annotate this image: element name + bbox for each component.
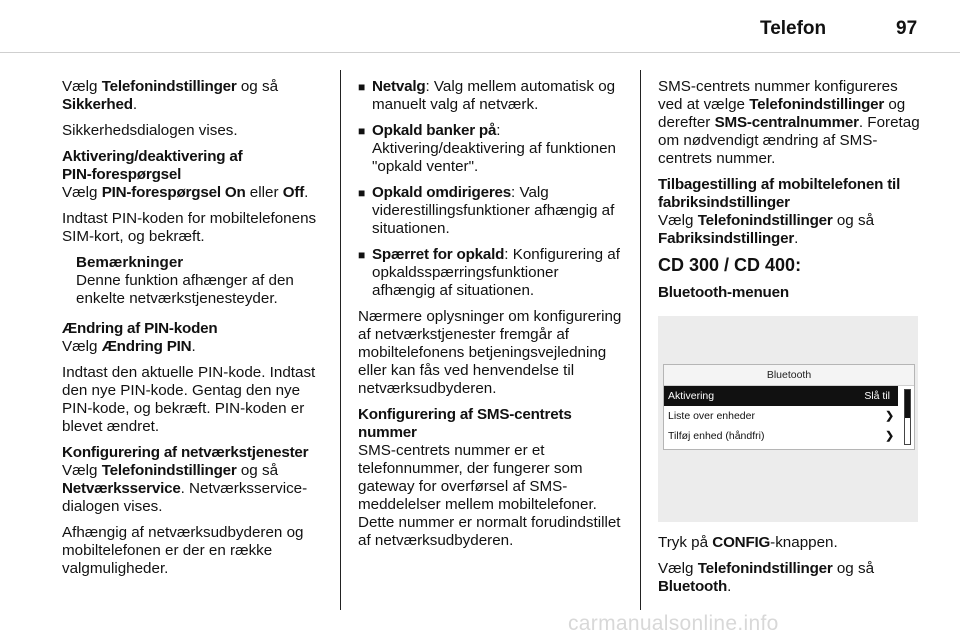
column-3	[658, 78, 920, 604]
subheading-text: Konfigurering af SMS-centrets nummer	[358, 406, 572, 441]
column-divider-2	[640, 70, 641, 610]
menu-term: Netvalg	[372, 78, 426, 95]
column-divider-1	[340, 70, 341, 610]
menu-term: Sikkerhed	[62, 96, 133, 113]
text: . Netværksservice-dialogen vises.	[62, 480, 308, 515]
text: Vælg	[658, 212, 698, 229]
menu-term: Opkald banker på	[372, 122, 497, 139]
text: .	[132, 96, 138, 113]
text: Vælg	[62, 184, 102, 201]
text: : Valg viderestillingsfunktioner afhængig af situationen.	[372, 184, 615, 237]
menu-term: Telefonindstillinger	[697, 560, 833, 577]
text: : Valg mellem automatisk og manuelt valg af netværk.	[372, 78, 616, 113]
menu-term: Off	[282, 184, 305, 201]
paragraph	[62, 184, 328, 202]
text: Vælg	[62, 338, 102, 355]
page-number: 97	[896, 18, 918, 39]
display-screenshot	[658, 316, 918, 522]
subheading-text: Tilbagestilling af mobiltelefonen til fabriksindstillinger	[658, 176, 901, 211]
paragraph: Afhængig af netværksudbyderen og mobiltelefonen er der en række valgmuligheder.	[62, 524, 304, 577]
section-heading: CD 300 / CD 400:	[658, 255, 802, 275]
text: . Foretag om nødvendigt ændring af SMS-centrets nummer.	[658, 114, 920, 167]
subheading-line: Aktivering/deaktivering af	[62, 148, 243, 165]
chevron-right-icon: ❯	[885, 410, 894, 422]
text: Vælg	[62, 462, 102, 479]
subheading-text: Bluetooth-menuen	[658, 284, 789, 301]
text: .	[304, 184, 309, 201]
menu-item-label: Aktivering	[668, 390, 715, 402]
text: og derefter	[658, 96, 906, 131]
subheading-text: Konfigurering af netværkstjenester	[62, 444, 309, 461]
header-divider	[0, 52, 960, 53]
subheading	[62, 320, 328, 338]
screen-title: Bluetooth	[664, 365, 914, 386]
text: : Konfigurering af opkaldsspærringsfunktioner afhængig af situationen.	[372, 246, 620, 299]
text: .	[191, 338, 196, 355]
menu-term: Fabriksindstillinger	[658, 230, 795, 247]
note-text: Denne funktion afhænger af den enkelte netværkstjenesteyder.	[76, 272, 294, 307]
screen-scrollbar	[904, 389, 911, 445]
menu-term: Ændring PIN	[101, 338, 192, 355]
running-header-title: Telefon	[760, 18, 827, 39]
menu-term: Opkald omdirigeres	[372, 184, 512, 201]
paragraph: Nærmere oplysninger om konfigurering af netværkstjenester fremgår af mobiltelefonens betjeningsvejledning eller kan fås ved henvendelse til netværksudbyderen.	[358, 308, 622, 397]
paragraph: Indtast PIN-koden for mobiltelefonens SIM-kort, og bekræft.	[62, 210, 317, 245]
paragraph	[658, 560, 920, 596]
menu-term: PIN-forespørgsel On	[101, 184, 246, 201]
list-item	[358, 246, 624, 300]
menu-item-label: Tilføj enhed (håndfri)	[668, 430, 765, 442]
text: Vælg	[62, 78, 102, 95]
paragraph: Indtast den aktuelle PIN-kode. Indtast den nye PIN-kode. Gentag den nye PIN-kode, og bekræft. PIN-koden er blevet ændret.	[62, 364, 316, 435]
paragraph	[658, 534, 920, 552]
column-1	[62, 78, 328, 586]
menu-item-aktivering	[664, 386, 898, 406]
menu-term: Telefonindstillinger	[749, 96, 885, 113]
note-title: Bemærkninger	[76, 254, 184, 271]
menu-term: Netværksservice	[62, 480, 181, 497]
menu-item-tilfoej-enhed	[664, 426, 898, 446]
subheading	[62, 148, 328, 184]
menu-term: Bluetooth	[658, 578, 728, 595]
paragraph	[658, 212, 920, 248]
text: eller	[245, 184, 283, 201]
paragraph	[62, 338, 328, 356]
paragraph	[658, 78, 920, 168]
menu-item-liste-over-enheder	[664, 406, 898, 426]
menu-item-value: Slå til	[864, 390, 890, 402]
text: -knappen.	[770, 534, 838, 551]
chevron-right-icon: ❯	[885, 430, 894, 442]
subheading	[62, 444, 328, 462]
menu-term: Telefonindstillinger	[697, 212, 833, 229]
subheading	[358, 406, 624, 442]
menu-item-label: Liste over enheder	[668, 410, 755, 422]
note-box	[62, 254, 328, 308]
subheading-text: Ændring af PIN-koden	[62, 320, 218, 337]
subheading	[658, 176, 920, 212]
paragraph	[62, 462, 328, 516]
text: og så	[236, 462, 279, 479]
paragraph	[62, 78, 328, 114]
list-item	[358, 78, 624, 114]
column-2	[358, 78, 624, 558]
paragraph: SMS-centrets nummer er et telefonnummer, der fungerer som gateway for overførsel af SMS-meddelelser mellem mobiltelefoner. Dette nummer er normalt forudindstillet af netværksudbyderen.	[358, 442, 621, 549]
subheading	[658, 284, 920, 302]
button-name: CONFIG	[712, 534, 771, 551]
text: : Aktivering/deaktivering af funktionen "opkald venter".	[372, 122, 616, 175]
bluetooth-menu-screen	[663, 364, 915, 450]
text: SMS-centrets nummer konfigureres ved at vælge	[658, 78, 898, 113]
list-item	[358, 184, 624, 238]
watermark: carmanualsonline.info	[568, 612, 779, 635]
text: Tryk på	[658, 534, 713, 551]
menu-term: Telefonindstillinger	[101, 462, 237, 479]
list-item	[358, 122, 624, 176]
text: og så	[236, 78, 279, 95]
text: .	[794, 230, 799, 247]
menu-term: Telefonindstillinger	[101, 78, 237, 95]
text: og så	[832, 212, 875, 229]
text: Vælg	[658, 560, 698, 577]
bullet-list	[358, 78, 624, 300]
text: .	[727, 578, 732, 595]
subheading-line: PIN-forespørgsel	[62, 166, 182, 183]
menu-term: SMS-centralnummer	[714, 114, 859, 131]
paragraph: Sikkerhedsdialogen vises.	[62, 122, 238, 139]
screen-scrollbar-thumb	[905, 390, 910, 418]
menu-term: Spærret for opkald	[372, 246, 505, 263]
text: og så	[832, 560, 875, 577]
